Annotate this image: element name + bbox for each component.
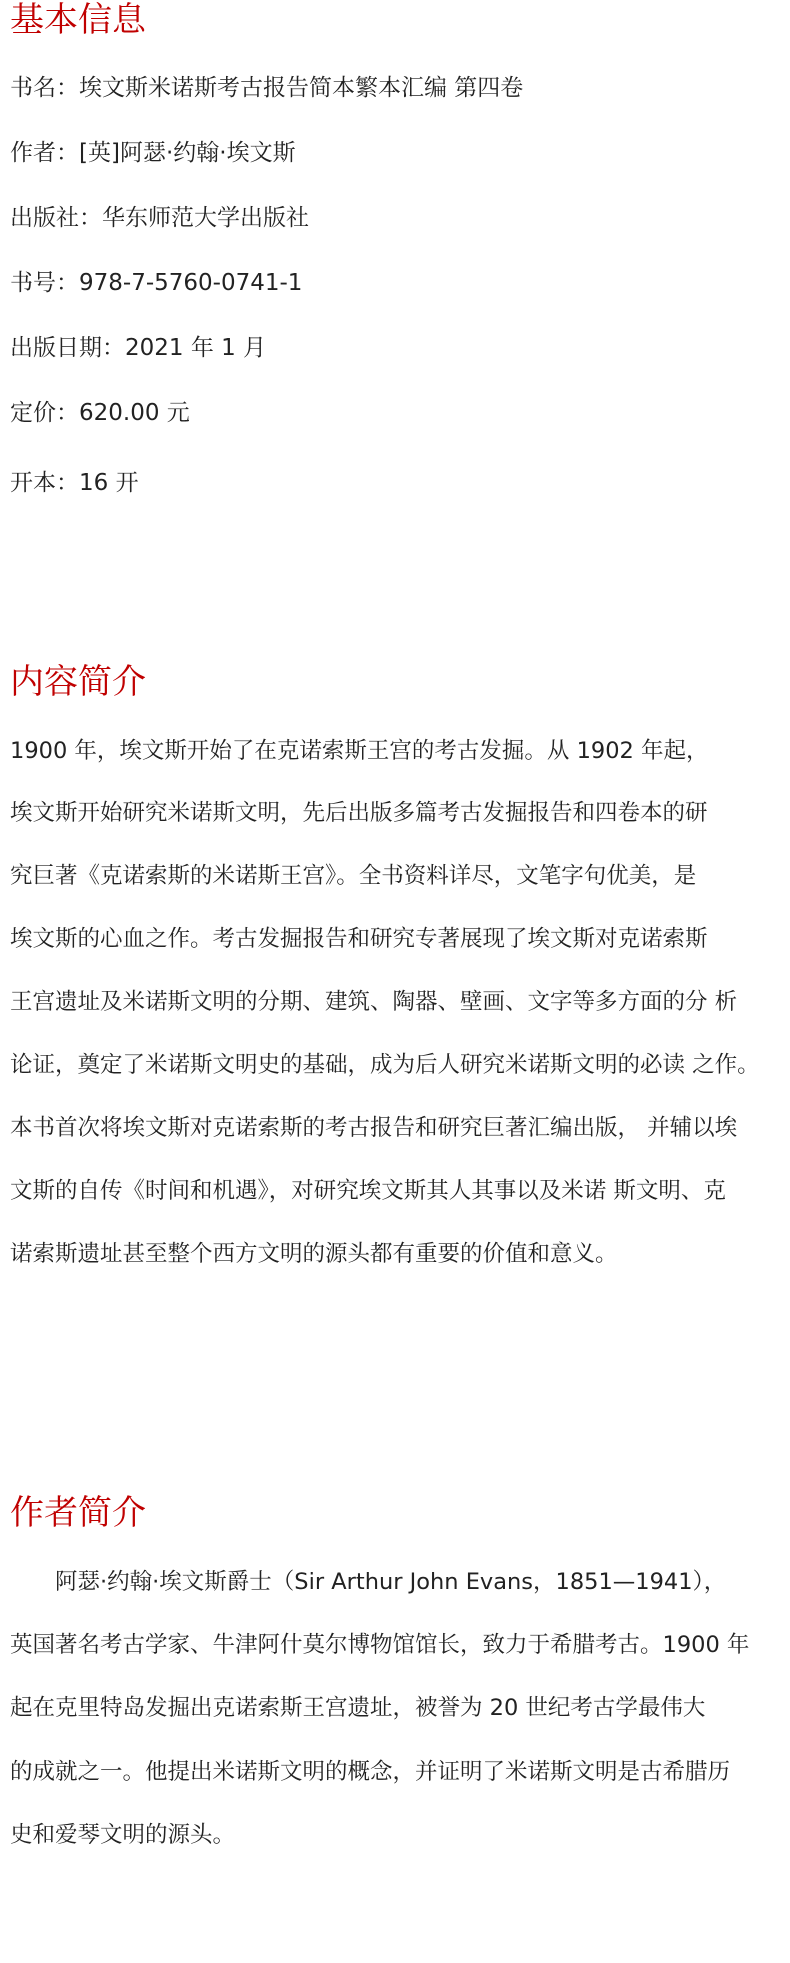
content-intro-line: 究巨著《克诺索斯的米诺斯王宫》。全书资料详尽，文笔字句优美，是 bbox=[10, 863, 697, 889]
author-intro-heading: 作者简介 bbox=[10, 1493, 146, 1533]
content-intro-line: 论证，奠定了米诺斯文明史的基础，成为后人研究米诺斯文明的必读 之作。 bbox=[10, 1052, 760, 1078]
content-intro-line: 诺索斯遗址甚至整个西方文明的源头都有重要的价值和意义。 bbox=[10, 1241, 618, 1267]
content-intro-line: 1900 年，埃文斯开始了在克诺索斯王宫的考古发掘。从 1902 年起， bbox=[10, 738, 709, 764]
basic-info-heading: 基本信息 bbox=[10, 0, 146, 40]
content-intro-heading: 内容简介 bbox=[10, 662, 146, 702]
price-line: 定价：620.00 元 bbox=[10, 400, 190, 426]
author-line: 作者：[英]阿瑟·约翰·埃文斯 bbox=[10, 140, 296, 166]
author-intro-line: 史和爱琴文明的源头。 bbox=[10, 1822, 236, 1848]
content-intro-line: 埃文斯的心血之作。考古发掘报告和研究专著展现了埃文斯对克诺索斯 bbox=[10, 926, 708, 952]
isbn-line: 书号：978-7-5760-0741-1 bbox=[10, 270, 303, 296]
author-intro-line: 阿瑟·约翰·埃文斯爵士（Sir Arthur John Evans，1851—1941）， bbox=[55, 1569, 727, 1595]
content-intro-line: 埃文斯开始研究米诺斯文明，先后出版多篇考古发掘报告和四卷本的研 bbox=[10, 800, 708, 826]
content-intro-line: 本书首次将埃文斯对克诺索斯的考古报告和研究巨著汇编出版， 并辅以埃 bbox=[10, 1115, 738, 1141]
content-intro-line: 王宫遗址及米诺斯文明的分期、建筑、陶器、壁画、文字等多方面的分 析 bbox=[10, 989, 738, 1015]
publisher-line: 出版社：华东师范大学出版社 bbox=[10, 205, 309, 231]
author-intro-line: 的成就之一。他提出米诺斯文明的概念，并证明了米诺斯文明是古希腊历 bbox=[10, 1759, 731, 1785]
content-intro-line: 文斯的自传《时间和机遇》，对研究埃文斯其人其事以及米诺 斯文明、克 bbox=[10, 1178, 726, 1204]
book-title-line: 书名：埃文斯米诺斯考古报告简本繁本汇编 第四卷 bbox=[10, 75, 524, 101]
author-intro-line: 起在克里特岛发掘出克诺索斯王宫遗址，被誉为 20 世纪考古学最伟大 bbox=[10, 1695, 706, 1721]
format-line: 开本：16 开 bbox=[10, 470, 139, 496]
publish-date-line: 出版日期：2021 年 1 月 bbox=[10, 335, 267, 361]
author-intro-line: 英国著名考古学家、牛津阿什莫尔博物馆馆长，致力于希腊考古。1900 年 bbox=[10, 1632, 750, 1658]
